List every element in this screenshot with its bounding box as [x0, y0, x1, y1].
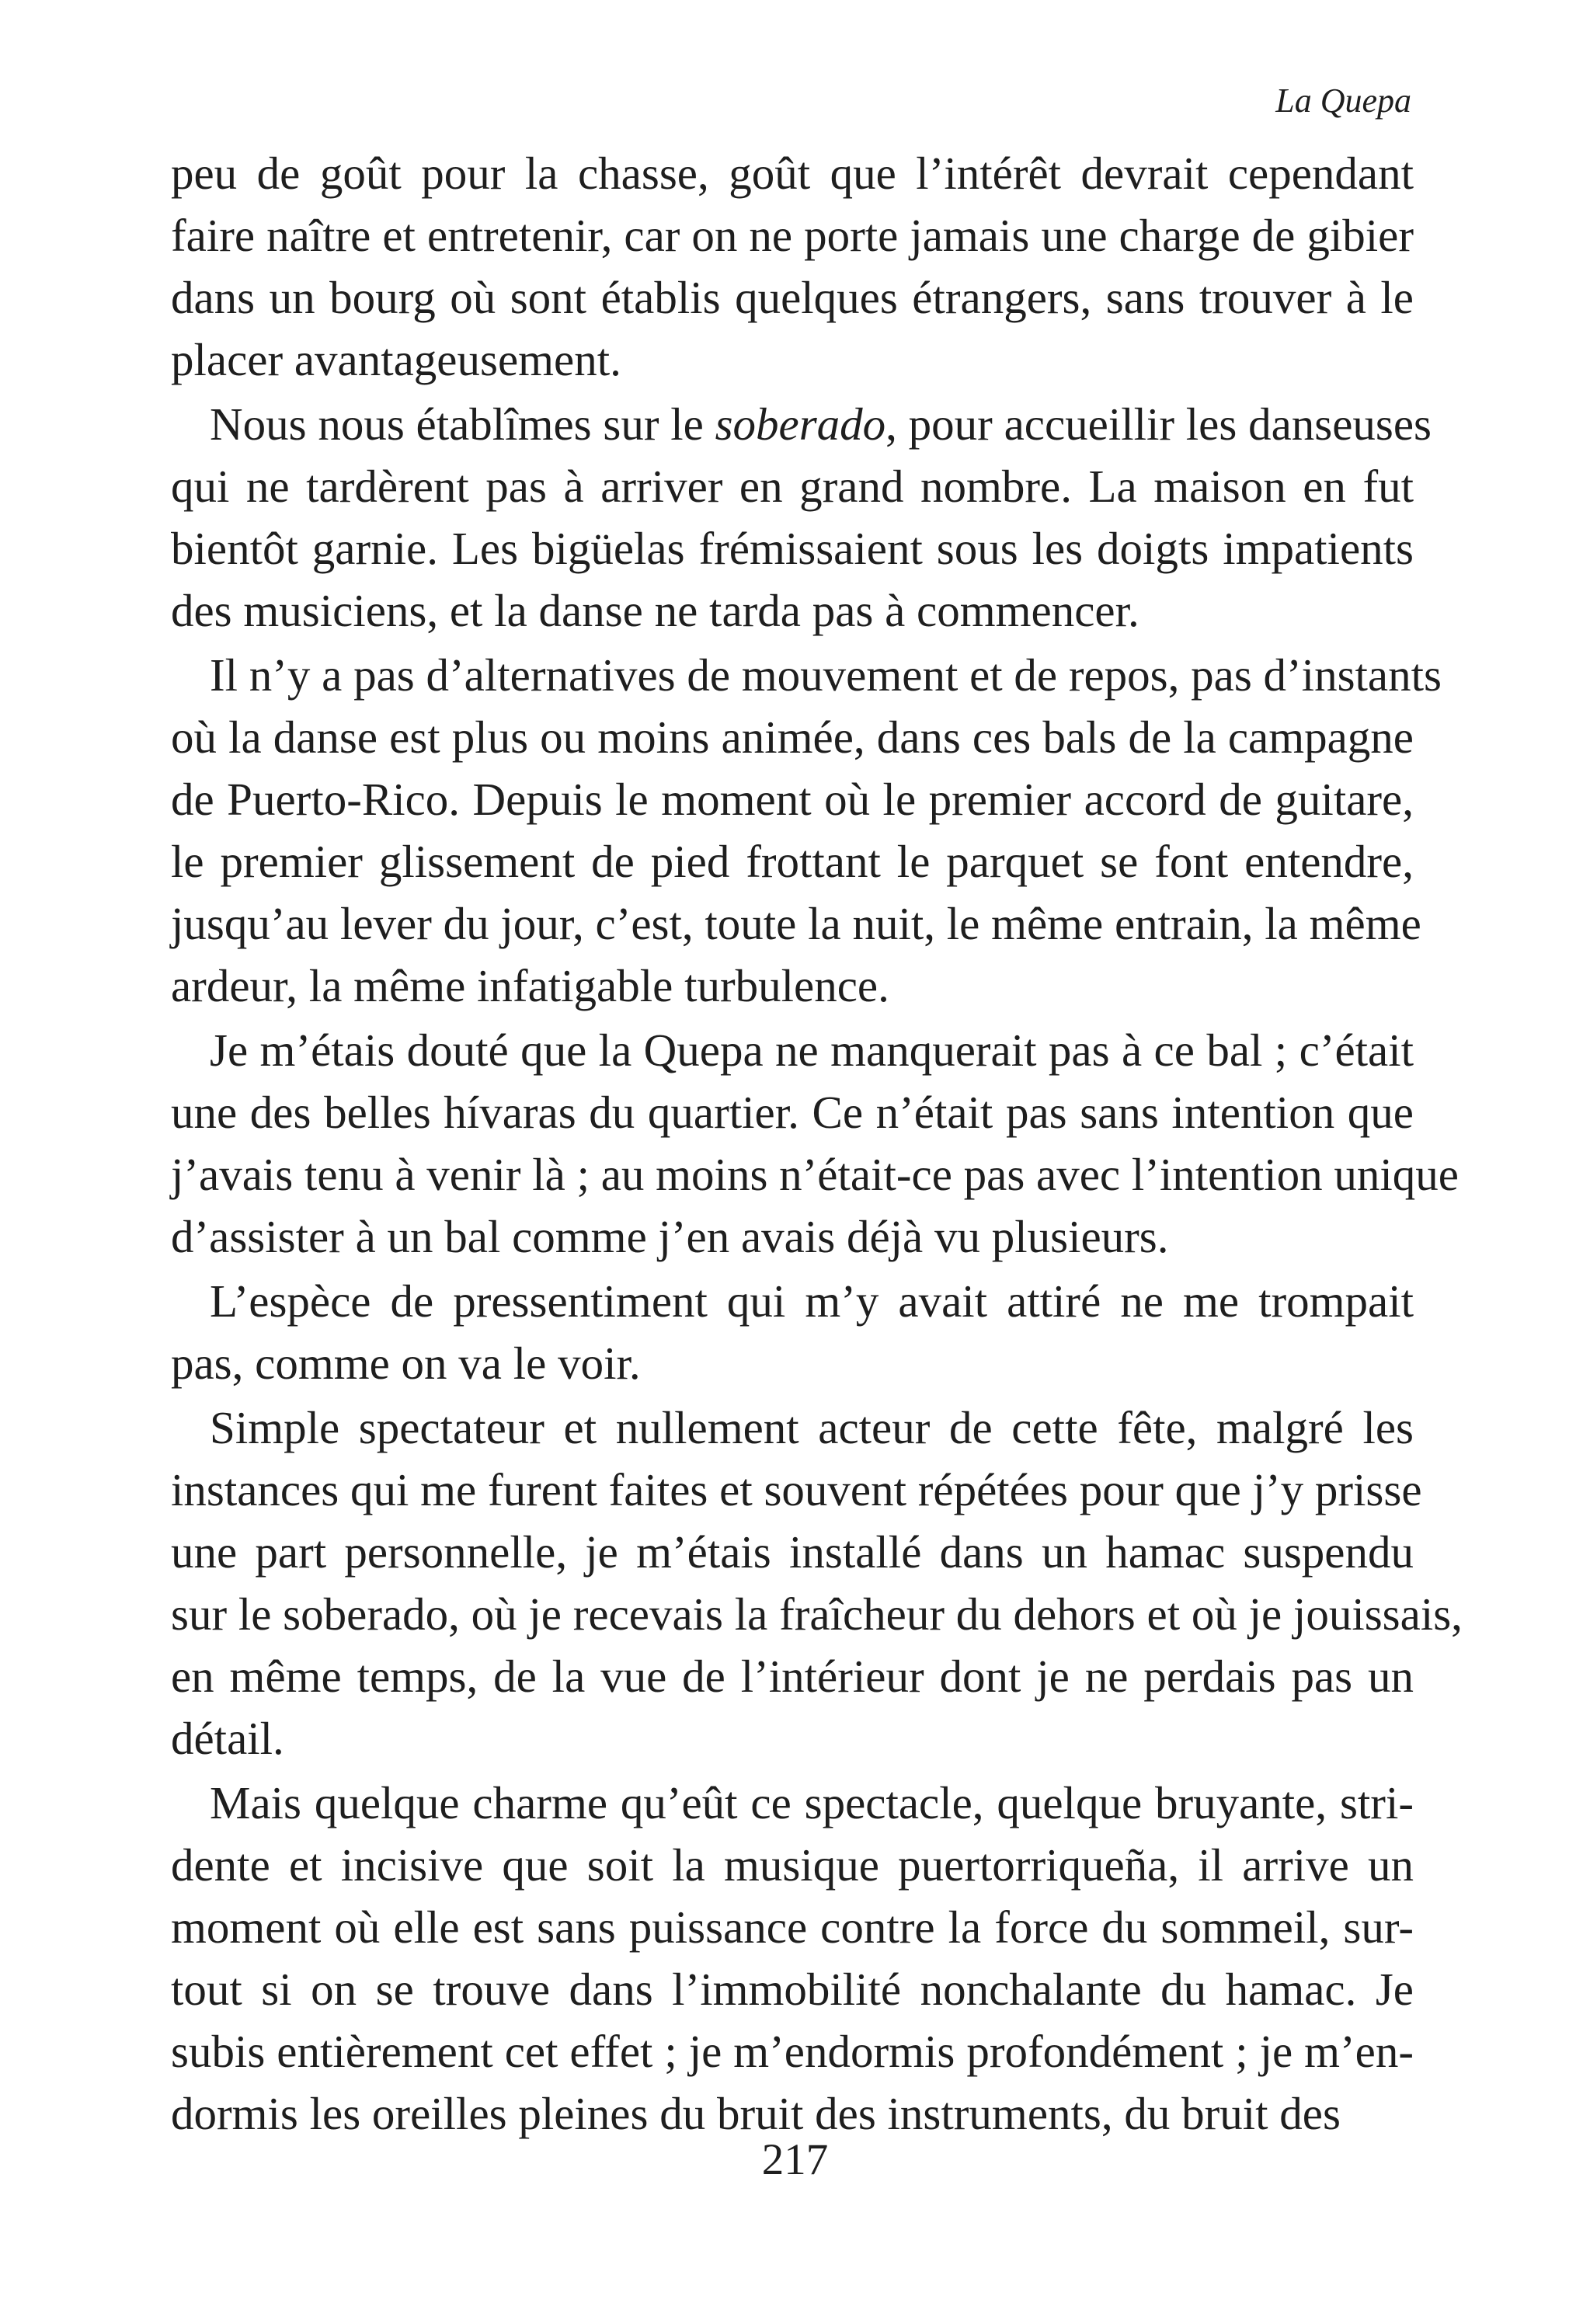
text-line: Mais quelque charme qu’eût ce spectacle, quelque bruyante, stri-	[210, 1777, 1414, 1828]
text-line: détail.	[171, 1713, 284, 1764]
text-line: de Puerto-Rico. Depuis le moment où le premier accord de guitare,	[171, 774, 1414, 825]
text-line: en même temps, de la vue de l’intérieur dont je ne perdais pas un	[171, 1651, 1414, 1702]
text-line: subis entièrement cet effet ; je m’endormis profondément ; je m’en-	[171, 2026, 1414, 2077]
paragraph	[171, 1019, 1459, 1268]
text-line: dormis les oreilles pleines du bruit des instruments, du bruit des	[171, 2088, 1341, 2139]
text-line: moment où elle est sans puissance contre la force du sommeil, sur-	[171, 1901, 1414, 1953]
text-line: qui ne tardèrent pas à arriver en grand nombre. La maison en fut	[171, 461, 1414, 512]
text-line: une part personnelle, je m’étais installé dans un hamac suspendu	[171, 1526, 1414, 1578]
text-line: Nous nous établîmes sur le soberado, pour accueillir les danseuses	[210, 398, 1432, 450]
text-line: peu de goût pour la chasse, goût que l’intérêt devrait cependant	[171, 148, 1414, 199]
text-line: dans un bourg où sont établis quelques étrangers, sans trouver à le	[171, 272, 1414, 323]
text-line: sur le soberado, où je recevais la fraîcheur du dehors et où je jouissais,	[171, 1588, 1463, 1640]
text-line: j’avais tenu à venir là ; au moins n’était-ce pas avec l’intention unique	[171, 1149, 1459, 1200]
text-line: faire naître et entretenir, car on ne porte jamais une charge de gibier	[171, 210, 1414, 261]
paragraph	[171, 1397, 1463, 1769]
italic-term: soberado	[715, 398, 886, 450]
text-line: L’espèce de pressentiment qui m’y avait attiré ne me trompait	[210, 1275, 1414, 1327]
text-line: placer avantageusement.	[171, 334, 621, 385]
paragraph	[171, 142, 1414, 391]
running-head: La Quepa	[1275, 82, 1411, 120]
text-line: dente et incisive que soit la musique puertorriqueña, il arrive un	[171, 1839, 1414, 1891]
page-number: 217	[761, 2135, 829, 2184]
paragraph	[171, 1270, 1414, 1394]
paragraph	[171, 644, 1442, 1017]
text-line: Simple spectateur et nullement acteur de cette fête, malgré les	[210, 1402, 1414, 1453]
text-line: instances qui me furent faites et souvent répétées pour que j’y prisse	[171, 1464, 1422, 1515]
text-line: ardeur, la même infatigable turbulence.	[171, 960, 889, 1011]
text-line: tout si on se trouve dans l’immobilité nonchalante du hamac. Je	[171, 1964, 1414, 2015]
text-line: bientôt garnie. Les bigüelas frémissaient sous les doigts impatients	[171, 523, 1414, 574]
body-text	[171, 142, 1463, 2145]
text-line: Il n’y a pas d’alternatives de mouvement et de repos, pas d’instants	[210, 649, 1442, 701]
text-line: Je m’étais douté que la Quepa ne manquerait pas à ce bal ; c’était	[210, 1025, 1414, 1076]
text-line: d’assister à un bal comme j’en avais déjà vu plusieurs.	[171, 1211, 1169, 1262]
text-line: le premier glissement de pied frottant le parquet se font entendre,	[171, 836, 1414, 887]
text-line: pas, comme on va le voir.	[171, 1338, 641, 1389]
text-line: une des belles hívaras du quartier. Ce n’était pas sans intention que	[171, 1087, 1414, 1138]
text-line: jusqu’au lever du jour, c’est, toute la nuit, le même entrain, la même	[171, 898, 1421, 949]
text-line: des musiciens, et la danse ne tarda pas à commencer.	[171, 585, 1139, 636]
paragraph	[171, 393, 1432, 642]
text-line: où la danse est plus ou moins animée, dans ces bals de la campagne	[171, 711, 1414, 763]
paragraph	[171, 1772, 1414, 2145]
